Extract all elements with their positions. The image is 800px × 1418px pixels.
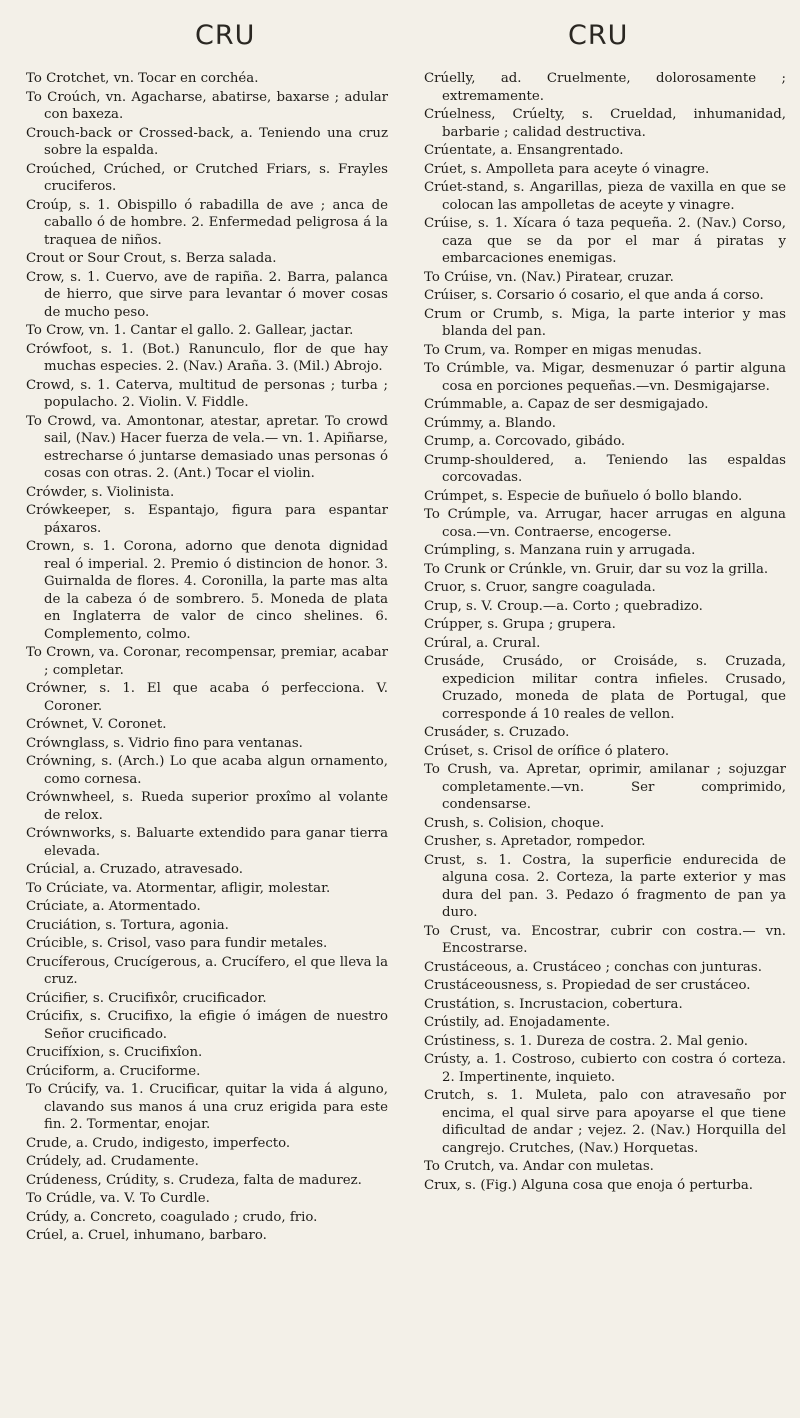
dictionary-entry: To Croúch, vn. Agacharse, abatirse, baxarse ; adular con baxeza. (26, 89, 388, 122)
dictionary-entry: Crównglass, s. Vidrio fino para ventanas. (26, 735, 303, 751)
dictionary-entry: Cruciátion, s. Tortura, agonia. (26, 917, 229, 933)
dictionary-entry: Crúise, s. 1. Xícara ó taza pequeña. 2. (Nav.) Corso, caza que se da por el mar á piratas y embarcaciones enemigas. (424, 216, 786, 266)
dictionary-entry: Crucifíxion, s. Crucifixîon. (26, 1045, 203, 1060)
dictionary-entry: Crusáde, Crusádo, or Croisáde, s. Cruzada, expedicion militar contra infieles. Crusado, Cruzado, moneda de plata de Portugal, que corresponde á 10 reales de vellon. (424, 654, 786, 722)
dictionary-entry: Crústy, a. 1. Costroso, cubierto con costra ó corteza. 2. Impertinente, inquieto. (424, 1052, 786, 1085)
dictionary-entry: Crúiser, s. Corsario ó cosario, el que anda á corso. (424, 288, 764, 303)
dictionary-entry: Crump-shouldered, a. Teniendo las espaldas corcovadas. (424, 452, 786, 485)
dictionary-entry: To Crum, va. Romper en migas menudas. (424, 342, 702, 358)
dictionary-entry: Crównet, V. Coronet. (26, 717, 167, 732)
dictionary-entry: Crówner, s. 1. El que acaba ó perfecciona. V. Coroner. (26, 681, 388, 714)
dictionary-entry: Crown, s. 1. Corona, adorno que denota dignidad real ó imperial. 2. Premio ó distincion de honor. 3. Guirnalda de flores. 4. Coronilla, la parte mas alta de la cabeza ó de sombrero. 5. Moneda de plata en Inglaterra de valor de cinco shelines. 6. Complemento, colmo. (26, 539, 388, 642)
dictionary-entry: To Crow, vn. 1. Cantar el gallo. 2. Gallear, jactar. (26, 323, 354, 338)
dictionary-entry: To Crúmple, va. Arrugar, hacer arrugas en alguna cosa.—vn. Contraerse, encogerse. (424, 507, 786, 540)
dictionary-entry: To Crush, va. Apretar, oprimir, amilanar ; sojuzgar completamente.—vn. Ser comprimido, condensarse. (424, 762, 786, 812)
dictionary-entry: Crównworks, s. Baluarte extendido para ganar tierra elevada. (26, 826, 388, 859)
dictionary-entry: Crude, a. Crudo, indigesto, imperfecto. (26, 1135, 291, 1151)
dictionary-entry: Crúel, a. Cruel, inhumano, barbaro. (26, 1228, 267, 1243)
dictionary-entry: Crównwheel, s. Rueda superior proxîmo al volante de relox. (26, 790, 388, 823)
dictionary-entry: Crush, s. Colision, choque. (424, 815, 605, 831)
dictionary-entry: Crúet-stand, s. Angarillas, pieza de vaxilla en que se colocan las ampolletas de aceyte y vinagre. (424, 180, 786, 213)
right-column (424, 70, 786, 1195)
dictionary-entry: Crówkeeper, s. Espantajo, figura para espantar páxaros. (26, 503, 388, 536)
dictionary-entry: Crutch, s. 1. Muleta, palo con atravesaño por encima, el qual sirve para apoyarse el que tiene dificultad de andar ; vejez. 2. (Nav.) Horquilla del cangrejo. Crutches, (Nav.) Horquetas. (424, 1088, 786, 1156)
dictionary-entry: Crúcifier, s. Crucifixôr, crucificador. (26, 990, 267, 1006)
left-column (26, 70, 388, 1246)
dictionary-entry: Crust, s. 1. Costra, la superficie endurecida de alguna cosa. 2. Corteza, la parte exterior y mas dura del pan. 3. Pedazo ó fragmento de pan ya duro. (424, 852, 786, 920)
dictionary-entry: Crow, s. 1. Cuervo, ave de rapiña. 2. Barra, palanca de hierro, que sirve para levantar ó mover cosas de mucho peso. (26, 269, 388, 320)
dictionary-entry: Crúentate, a. Ensangrentado. (424, 143, 624, 158)
dictionary-entry: Crustáceousness, s. Propiedad de ser crustáceo. (424, 978, 751, 993)
running-head-left: CRU (195, 20, 256, 51)
dictionary-entry: To Crúcify, va. 1. Crucificar, quitar la vida á alguno, clavando sus manos á una cruz erigida para este fin. 2. Tormentar, enojar. (26, 1082, 388, 1132)
dictionary-entry: Crúpper, s. Grupa ; grupera. (424, 617, 616, 632)
dictionary-entry: Crucíferous, Crucígerous, a. Crucífero, el que lleva la cruz. (26, 954, 388, 987)
dictionary-entry: Crúdeness, Crúdity, s. Crudeza, falta de madurez. (26, 1172, 362, 1188)
dictionary-entry: To Crunk or Crúnkle, vn. Gruir, dar su voz la grilla. (424, 561, 769, 577)
dictionary-entry: Cruor, s. Cruor, sangre coagulada. (424, 580, 656, 595)
dictionary-entry: Crusher, s. Apretador, rompedor. (424, 834, 646, 849)
dictionary-entry: Crówfoot, s. 1. (Bot.) Ranunculo, flor de que hay muchas especies. 2. (Nav.) Araña. 3. (Mil.) Abrojo. (26, 341, 388, 374)
dictionary-entry: To Crúmble, va. Migar, desmenuzar ó partir alguna cosa en porciones pequeñas.—vn. Desmigajarse. (424, 361, 786, 394)
running-head-right: CRU (568, 20, 629, 51)
dictionary-entry: Crúelness, Crúelty, s. Crueldad, inhumanidad, barbarie ; calidad destructiva. (424, 107, 786, 140)
page-header (0, 20, 800, 60)
dictionary-entry: To Crúise, vn. (Nav.) Piratear, cruzar. (424, 269, 674, 285)
dictionary-entry: Crúelly, ad. Cruelmente, dolorosamente ; extremamente. (424, 71, 786, 104)
dictionary-entry: Crúmpling, s. Manzana ruin y arrugada. (424, 543, 696, 558)
dictionary-entry: To Crotchet, vn. Tocar en corchéa. (26, 71, 259, 86)
dictionary-entry: Crówder, s. Violinista. (26, 484, 175, 500)
dictionary-entry: Crúet, s. Ampolleta para aceyte ó vinagre. (424, 161, 710, 177)
dictionary-entry: To Crúdle, va. V. To Curdle. (26, 1191, 210, 1206)
dictionary-entry: Crúcifix, s. Crucifixo, la efigie ó imágen de nuestro Señor crucificado. (26, 1009, 388, 1042)
dictionary-entry: Crux, s. (Fig.) Alguna cosa que enoja ó perturba. (424, 1177, 754, 1193)
dictionary-entry: Crúset, s. Crisol de orífice ó platero. (424, 743, 670, 759)
dictionary-entry: Croúp, s. 1. Obispillo ó rabadilla de ave ; anca de caballo ó de hombre. 2. Enfermedad peligrosa á la traquea de niños. (26, 197, 388, 248)
dictionary-entry: Crúciform, a. Cruciforme. (26, 1063, 201, 1079)
dictionary-entry: Crústiness, s. 1. Dureza de costra. 2. Mal genio. (424, 1033, 748, 1049)
dictionary-entry: Crustátion, s. Incrustacion, cobertura. (424, 996, 683, 1012)
dictionary-entry: Crúcible, s. Crisol, vaso para fundir metales. (26, 936, 328, 951)
dictionary-entry: To Crowd, va. Amontonar, atestar, apretar. To crowd sail, (Nav.) Hacer fuerza de vela.— vn. 1. Apiñarse, estrecharse ó juntarse demasiado unas personas ó cosas con otras. 2. (Ant.) Tocar el violin. (26, 413, 388, 481)
dictionary-entry: Crump, a. Corcovado, gibádo. (424, 434, 626, 449)
dictionary-entry: To Crown, va. Coronar, recompensar, premiar, acabar ; completar. (26, 645, 388, 678)
dictionary-entry: Crúmmable, a. Capaz de ser desmigajado. (424, 397, 709, 412)
dictionary-entry: To Crutch, va. Andar con muletas. (424, 1159, 654, 1174)
dictionary-entry: Crúdy, a. Concreto, coagulado ; crudo, frio. (26, 1209, 318, 1225)
dictionary-entry: Crúral, a. Crural. (424, 635, 541, 651)
dictionary-entry: Crout or Sour Crout, s. Berza salada. (26, 251, 277, 266)
dictionary-entry: To Crust, va. Encostrar, cubrir con costra.— vn. Encostrarse. (424, 923, 786, 956)
dictionary-entry: Crowd, s. 1. Caterva, multitud de personas ; turba ; populacho. 2. Violin. V. Fiddle. (26, 377, 388, 410)
dictionary-entry: Crouch-back or Crossed-back, a. Teniendo una cruz sobre la espalda. (26, 125, 388, 158)
dictionary-entry: Crúdely, ad. Crudamente. (26, 1154, 199, 1169)
dictionary-entry: Crúmmy, a. Blando. (424, 415, 556, 431)
dictionary-entry: Crúciate, a. Atormentado. (26, 899, 201, 914)
dictionary-entry: Crústily, ad. Enojadamente. (424, 1015, 611, 1030)
dictionary-entry: Crúcial, a. Cruzado, atravesado. (26, 862, 244, 877)
dictionary-entry: Crówning, s. (Arch.) Lo que acaba algun ornamento, como cornesa. (26, 754, 388, 787)
dictionary-entry: Crusáder, s. Cruzado. (424, 725, 570, 740)
dictionary-entry: Croúched, Crúched, or Crutched Friars, s. Frayles cruciferos. (26, 161, 388, 194)
dictionary-entry: Crup, s. V. Croup.—a. Corto ; quebradizo. (424, 598, 703, 614)
dictionary-entry: Crum or Crumb, s. Miga, la parte interior y mas blanda del pan. (424, 306, 786, 339)
dictionary-entry: Crustáceous, a. Crustáceo ; conchas con junturas. (424, 959, 762, 975)
dictionary-entry: Crúmpet, s. Especie de buñuelo ó bollo blando. (424, 488, 743, 504)
dictionary-entry: To Crúciate, va. Atormentar, afligir, molestar. (26, 880, 331, 896)
